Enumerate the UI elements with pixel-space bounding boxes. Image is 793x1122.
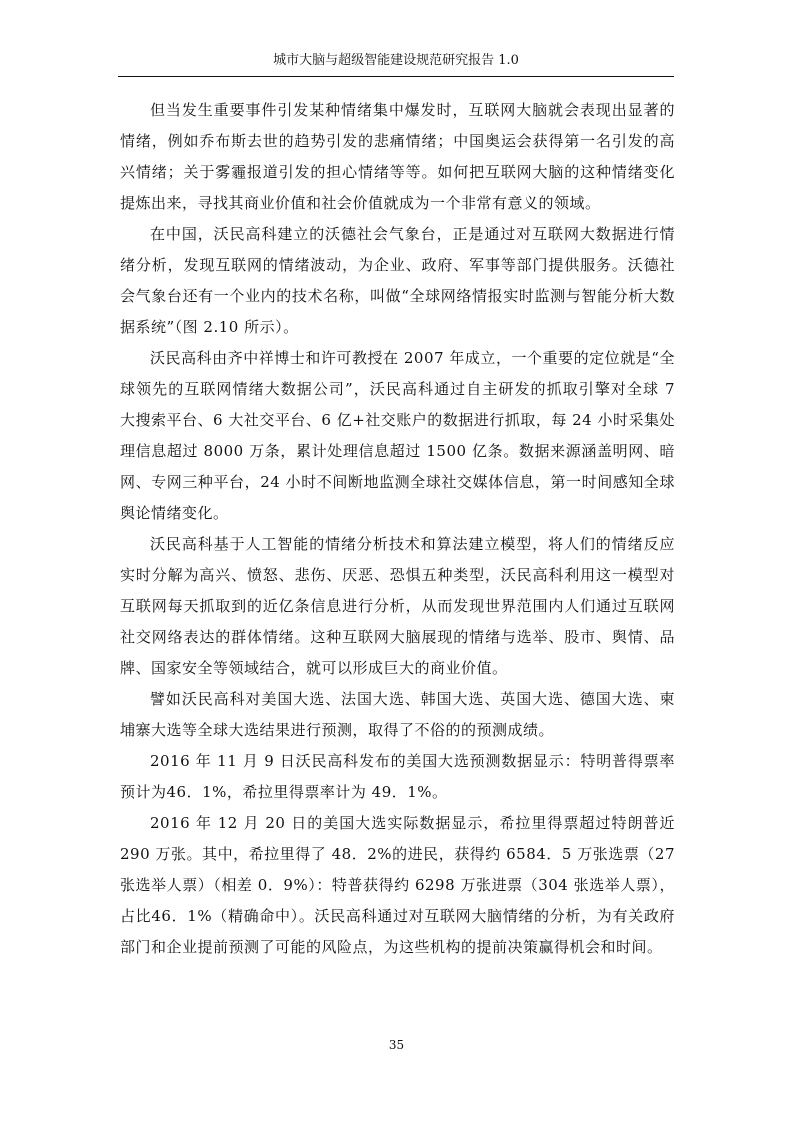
paragraph-2016-actual: 2016 年 12 月 20 日的美国大选实际数据显示，希拉里得票超过特朗普近 290 万张。其中，希拉里得了 48．2%的进民，获得约 6584．5 万张选票（27 张选举人票）（相差 0．9%）：特普获得约 6298 万张进票（304 张选举人票），占比46．1%（精确命中）。沃民高科通过对互联网大脑情绪的分析，为有关政府部门和企业提前预测了可能的风险点，为这些机构的提前决策赢得机会和时间。 [120,814,675,956]
paragraph-social-weather-station: 在中国，沃民高科建立的沃德社会气象台，正是通过对互联网大数据进行情绪分析，发现互联网的情绪波动，为企业、政府、军事等部门提供服务。沃德社会气象台还有一个业内的技术名称，叫做“全球网络情报实时监测与智能分析大数据系统”（图 2.10 所示）。 [120,225,675,336]
body-text [120,95,675,963]
paragraph-company-profile: 沃民高科由齐中祥博士和许可教授在 2007 年成立，一个重要的定位就是“全球领先的互联网情绪大数据公司”，沃民高科通过自主研发的抓取引擎对全球 7 大搜索平台、6 大社交平台、6 亿+社交账户的数据进行抓取，每 24 小时采集处理信息超过 8000 万条，累计处理信息超过 1500 亿条。数据来源涵盖明网、暗网、专网三种平台，24 小时不间断地监测全球社交媒体信息，第一时间感知全球舆论情绪变化。 [120,349,675,522]
paragraph-2016-forecast: 2016 年 11 月 9 日沃民高科发布的美国大选预测数据显示：特明普得票率预计为46．1%，希拉里得票率计为 49．1%。 [120,752,675,801]
page-number: 35 [388,1038,405,1052]
paragraph-emotion-model: 沃民高科基于人工智能的情绪分析技术和算法建立模型，将人们的情绪反应实时分解为高兴、愤怒、悲伤、厌恶、恐惧五种类型，沃民高科利用这一模型对互联网每天抓取到的近亿条信息进行分析，从而发现世界范围内人们通过互联网社交网络表达的群体情绪。这种互联网大脑展现的情绪与选举、股市、舆情、品牌、国家安全等领域结合，就可以形成巨大的商业价值。 [120,535,675,677]
report-title: 城市大脑与超级智能建设规范研究报告 1.0 [273,53,519,68]
page-header [118,50,674,77]
paragraph-emotion-outburst: 但当发生重要事件引发某种情绪集中爆发时，互联网大脑就会表现出显著的情绪，例如乔布斯去世的趋势引发的悲痛情绪；中国奥运会获得第一名引发的高兴情绪；关于雾霾报道引发的担心情绪等等。如何把互联网大脑的这种情绪变化提炼出来，寻找其商业价值和社会价值就成为一个非常有意义的领域。 [120,101,675,212]
paragraph-election-prediction: 譬如沃民高科对美国大选、法国大选、韩国大选、英国大选、德国大选、柬埔寨大选等全球大选结果进行预测，取得了不俗的的预测成绩。 [120,690,675,739]
